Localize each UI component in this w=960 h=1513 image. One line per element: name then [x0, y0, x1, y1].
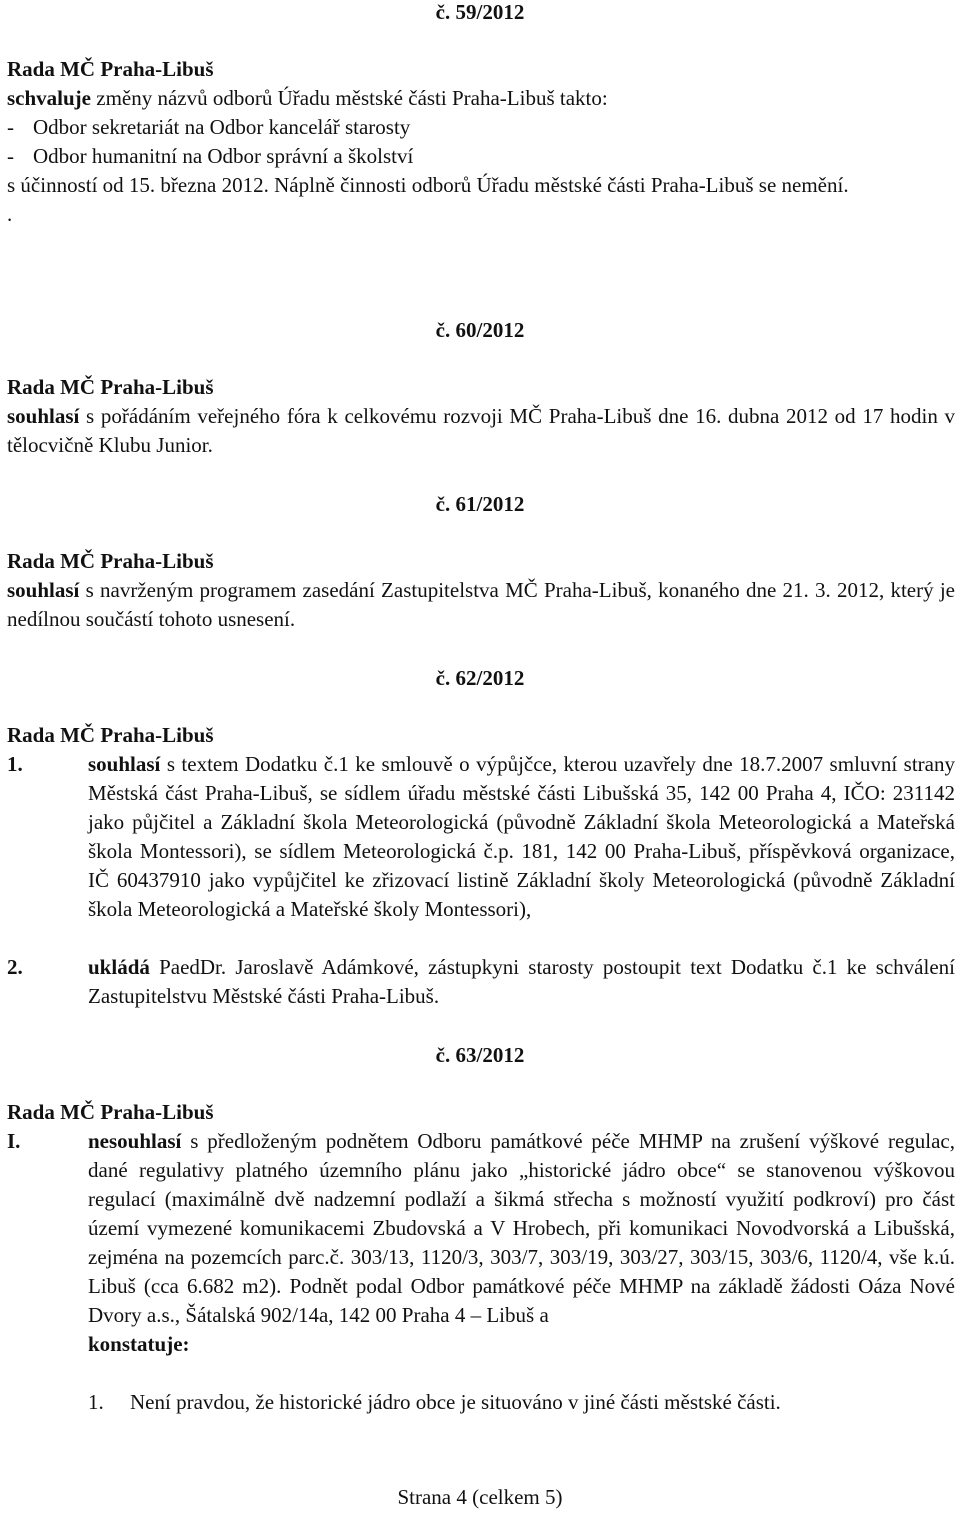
list-item-dash-2: - Odbor humanitní na Odbor správní a školství	[7, 144, 414, 168]
resolution-number-63: č. 63/2012	[435, 1043, 525, 1067]
resolution-verb-63: nesouhlasí	[88, 1129, 182, 1153]
stray-period: .	[7, 202, 13, 226]
resolution-text-59: s účinností od 15. března 2012. Náplně činnosti odborů Úřadu městské části Praha-Libuš se nemění.	[7, 173, 849, 197]
resolution-subitem-63-1: 1. Není pravdou, že historické jádro obce je situováno v jiné části městské části.	[7, 1388, 955, 1417]
item-number: 2.	[7, 955, 23, 979]
resolution-item-62-1: 1. souhlasí s textem Dodatku č.1 ke smlouvě o výpůjčce, kterou uzavřely dne 18.7.2007 smluvní strany Městská část Praha-Libuš, se sídlem úřadu městské části Libušská 35, 142 00 Praha 4, IČO: 231142 jako půjčitel a Základní škola Meteorologická (původně Základní škola Meteorologická a Mateřská škola Montessori), se sídlem Meteorologická č.p. 181, 142 00 Praha-Libuš, příspěvková organizace, IČ 60437910 jako vypůjčitel ke zřizovací listině Základní školy Meteorologická (původně Základní škola Meteorologická a Mateřské školy Montessori),	[7, 750, 955, 924]
council-heading-60: Rada MČ Praha-Libuš	[7, 375, 214, 399]
council-heading-62: Rada MČ Praha-Libuš	[7, 723, 214, 747]
konstatuje-label: konstatuje:	[88, 1332, 190, 1356]
resolution-verb-62-1: souhlasí	[88, 752, 161, 776]
resolution-verb-62-2: ukládá	[88, 955, 150, 979]
page-footer: Strana 4 (celkem 5)	[397, 1485, 563, 1509]
council-heading-59: Rada MČ Praha-Libuš	[7, 57, 214, 81]
resolution-verb-60: souhlasí	[7, 404, 80, 428]
resolution-item-62-2: 2. ukládá PaedDr. Jaroslavě Adámkové, zástupkyni starosty postoupit text Dodatku č.1 ke schválení Zastupitelstvu Městské části Praha-Libuš.	[7, 953, 955, 1011]
resolution-intro-59: schvaluje změny názvů odborů Úřadu městské části Praha-Libuš takto:	[7, 86, 608, 110]
resolution-body-61: souhlasí s navrženým programem zasedání Zastupitelstva MČ Praha-Libuš, konaného dne 21. 3. 2012, který je nedílnou součástí tohoto usnesení.	[7, 578, 955, 631]
resolution-verb-61: souhlasí	[7, 578, 80, 602]
resolution-number-60: č. 60/2012	[435, 318, 525, 342]
item-number: 1.	[7, 752, 23, 776]
resolution-number-62: č. 62/2012	[435, 666, 525, 690]
subitem-number: 1.	[88, 1390, 104, 1414]
resolution-number-59: č. 59/2012	[435, 0, 525, 24]
resolution-body-60: souhlasí s pořádáním veřejného fóra k celkovému rozvoji MČ Praha-Libuš dne 16. dubna 2012 od 17 hodin v tělocvičně Klubu Junior.	[7, 404, 955, 457]
list-item-dash-1: - Odbor sekretariát na Odbor kancelář starosty	[7, 115, 411, 139]
resolution-body-59	[7, 84, 955, 229]
resolution-verb-59: schvaluje	[7, 86, 91, 110]
resolution-item-63-I: I. nesouhlasí s předloženým podnětem Odboru památkové péče MHMP na zrušení výškové regulac, dané regulativy platného územního plánu jako „historické jádro obce“ se stanovenou výškovou regulací (maximálně dvě nadzemní podlaží a šikmá střecha s možností využití podkroví) pro část území vymezené komunikacemi Zbudovská a V Hrobech, při komunikaci Novodvorská a Libušská, zejména na pozemcích parc.č. 303/13, 1120/3, 303/7, 303/19, 303/27, 303/15, 303/6, 1120/4, vše k.ú. Libuš (cca 6.682 m2). Podnět podal Odbor památkové péče MHMP na základě žádosti Oáza Nové Dvory a.s., Šátalská 902/14a, 142 00 Praha 4 – Libuš a konstatuje:	[7, 1127, 955, 1359]
item-number: I.	[7, 1129, 21, 1153]
resolution-number-61: č. 61/2012	[435, 492, 525, 516]
council-heading-61: Rada MČ Praha-Libuš	[7, 549, 214, 573]
council-heading-63: Rada MČ Praha-Libuš	[7, 1100, 214, 1124]
